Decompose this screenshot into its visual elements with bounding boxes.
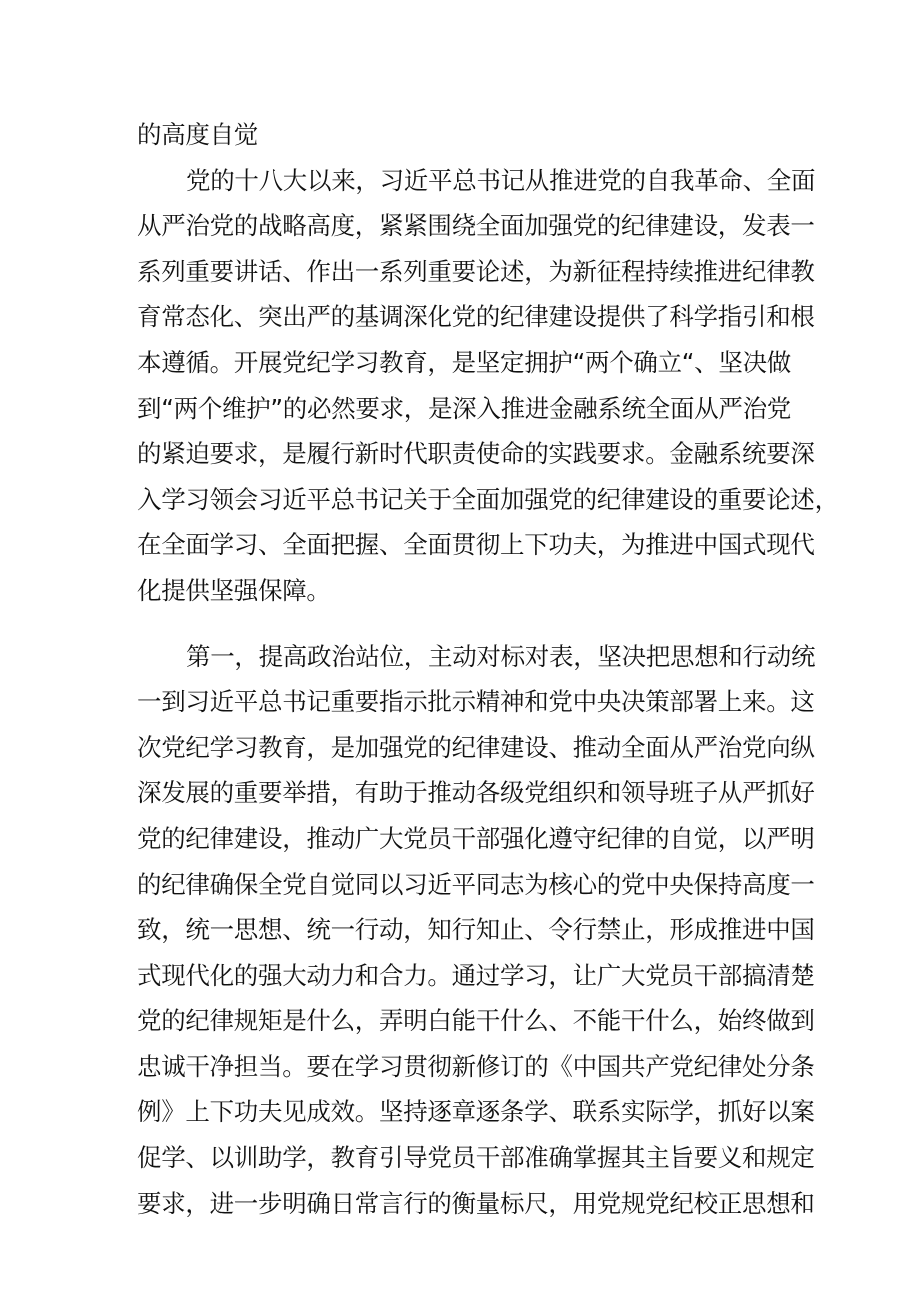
paragraph-2-line-10: 忠诚干净担当。要在学习贯彻新修订的《中国共产党纪律处分条 bbox=[137, 1051, 815, 1081]
paragraph-2-line-6: 的纪律确保全党自觉同以习近平同志为核心的党中央保持高度一 bbox=[137, 869, 815, 899]
paragraph-1-line-9: 在全面学习、全面把握、全面贯彻上下功夫，为推进中国式现代 bbox=[137, 530, 815, 560]
paragraph-1-line-10: 化提供坚强保障。 bbox=[137, 575, 331, 605]
paragraph-2-line-2: 一到习近平总书记重要指示批示精神和党中央决策部署上来。这 bbox=[137, 687, 815, 717]
heading-tail: 的高度自觉 bbox=[137, 120, 258, 149]
paragraph-2-line-9: 党的纪律规矩是什么，弄明白能干什么、不能干什么，始终做到 bbox=[137, 1006, 815, 1036]
paragraph-2 bbox=[137, 634, 840, 1227]
paragraph-2-line-12: 促学、以训助学，教育引导党员干部准确掌握其主旨要义和规定 bbox=[137, 1143, 815, 1173]
paragraph-2-line-1: 第一，提高政治站位，主动对标对表，坚决把思想和行动统 bbox=[186, 641, 816, 671]
paragraph-2-line-11: 例》上下功夫见成效。坚持逐章逐条学、联系实际学，抓好以案 bbox=[137, 1097, 815, 1127]
paragraph-2-line-13: 要求，进一步明确日常言行的衡量标尺，用党规党纪校正思想和 bbox=[137, 1188, 815, 1218]
paragraph-1-line-7: 的紧迫要求，是履行新时代职责使命的实践要求。金融系统要深 bbox=[137, 439, 815, 469]
paragraph-1-line-5: 本遵循。开展党纪学习教育，是坚定拥护“两个确立“、坚决做 bbox=[137, 347, 791, 377]
paragraph-2-line-7: 致，统一思想、统一行动，知行知止、令行禁止，形成推进中国 bbox=[137, 915, 815, 945]
paragraph-spacer bbox=[137, 614, 840, 634]
paragraph-1-line-3: 系列重要讲话、作出一系列重要论述，为新征程持续推进纪律教 bbox=[137, 256, 815, 286]
paragraph-1-line-4: 育常态化、突出严的基调深化党的纪律建设提供了科学指引和根 bbox=[137, 302, 815, 332]
paragraph-1-line-2: 从严治党的战略高度，紧紧围绕全面加强党的纪律建设，发表一 bbox=[137, 211, 815, 241]
paragraph-2-line-5: 党的纪律建设，推动广大党员干部强化遵守纪律的自觉，以严明 bbox=[137, 823, 815, 853]
paragraph-1 bbox=[137, 158, 840, 614]
paragraph-2-line-4: 深发展的重要举措，有助于推动各级党组织和领导班子从严抓好 bbox=[137, 778, 815, 808]
paragraph-1-line-8: 入学习领会习近平总书记关于全面加强党的纪律建设的重要论述， bbox=[137, 484, 839, 514]
paragraph-2-line-3: 次党纪学习教育，是加强党的纪律建设、推动全面从严治党向纵 bbox=[137, 732, 815, 762]
paragraph-2-line-8: 式现代化的强大动力和合力。通过学习，让广大党员干部搞清楚 bbox=[137, 960, 815, 990]
paragraph-1-line-6: 到“两个维护”的必然要求，是深入推进金融系统全面从严治党 bbox=[137, 393, 791, 423]
paragraph-1-line-1: 党的十八大以来，习近平总书记从推进党的自我革命、全面 bbox=[186, 165, 816, 195]
